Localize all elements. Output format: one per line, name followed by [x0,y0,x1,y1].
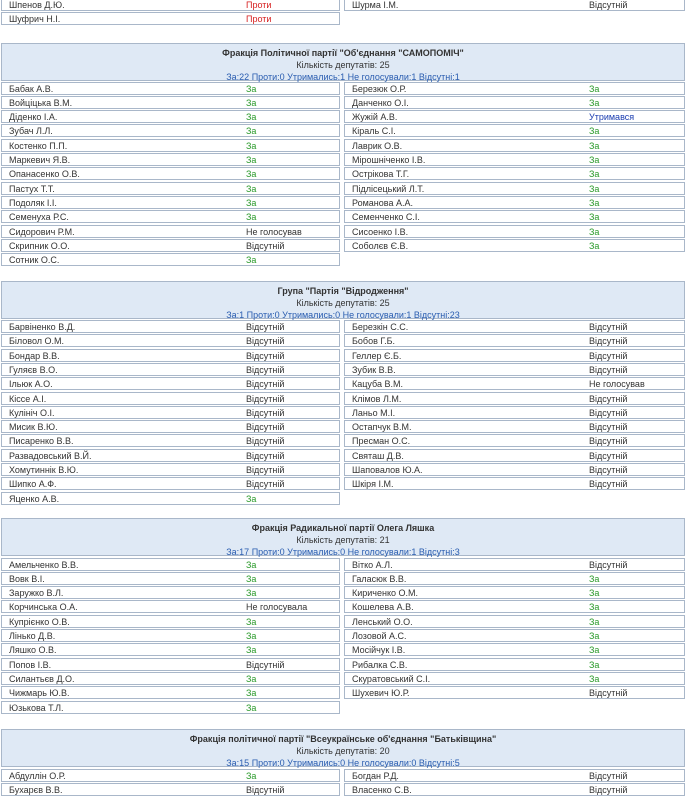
deputy-name: Підлісецький Л.Т. [352,183,425,194]
deputy-name: Костенко П.П. [9,140,68,151]
deputy-name: Корчинська О.А. [9,602,78,613]
deputy-count: Кількість депутатів: 25 [296,60,390,70]
deputy-name: Кіраль С.І. [352,126,396,137]
deputy-name: Скрипник О.О. [9,240,70,251]
faction-header [1,281,685,319]
deputy-name: Кацуба В.М. [352,379,403,390]
deputy-name: Писаренко В.В. [9,436,74,447]
deputy-row [344,196,685,209]
vote-result: Відсутній [246,450,285,461]
vote-result: Відсутній [246,479,285,490]
deputy-name: Шухевич Ю.Р. [352,688,410,699]
deputy-row [1,572,340,585]
deputy-name: Мірошніченко І.В. [352,155,426,165]
deputy-row [344,167,685,180]
deputy-name: Сисоенко І.В. [352,226,409,237]
deputy-name: Развадовський В.Й. [9,450,92,461]
deputy-row [1,672,340,685]
deputy-name: Березкін С.С. [352,322,409,332]
vote-result: Відсутній [246,465,285,475]
deputy-row [344,139,685,152]
deputy-row [344,0,685,11]
deputy-row [1,139,340,152]
deputy-row [344,615,685,628]
deputy-row [344,210,685,223]
vote-result: Проти [246,0,272,10]
vote-result: За [246,673,257,684]
deputy-name: Чижмарь Ю.В. [9,688,70,699]
deputy-row [344,600,685,613]
vote-result: За [246,112,257,123]
faction-header [1,518,685,556]
vote-result: За [246,493,257,504]
deputy-row [1,783,340,796]
vote-result: Відсутній [589,393,628,404]
deputy-name: Зубик В.В. [352,364,396,375]
deputy-row [1,0,340,11]
deputy-name: Зубач Л.Л. [9,126,53,137]
deputy-row [1,392,340,405]
deputy-name: Ільюк А.О. [9,379,53,390]
deputy-name: Попов І.В. [9,659,52,670]
deputy-row [1,225,340,238]
vote-result: За [589,573,600,584]
vote-result: За [589,226,600,237]
vote-result: Проти [246,14,272,25]
vote-result: За [246,559,257,570]
vote-result: Відсутній [589,0,628,10]
deputy-name: Скуратовський С.І. [352,673,431,684]
deputy-row [1,769,340,782]
vote-result: Не голосувала [246,602,308,613]
deputy-row [1,153,340,166]
deputy-row [344,420,685,433]
deputy-row [1,320,340,333]
deputy-row [344,643,685,656]
vote-result: Відсутній [589,770,628,781]
deputy-name: Лозовой А.С. [352,631,407,641]
vote-result: За [589,169,600,180]
deputy-name: Шуфрич Н.І. [9,14,61,25]
deputy-name: Шурма І.М. [352,0,399,10]
vote-result: За [589,197,600,208]
deputy-name: Бондар В.В. [9,350,60,361]
deputy-name: Власенко С.В. [352,784,412,795]
vote-result: Відсутній [589,336,628,347]
vote-result: Не голосував [589,379,645,390]
faction-title: Фракція Політичної партії "Об'єднання "САМОПОМІЧ" [222,48,464,58]
deputy-name: Вовк В.І. [9,573,45,584]
vote-result: Утримався [589,112,635,123]
deputy-row [1,643,340,656]
deputy-row [1,492,340,505]
deputy-row [344,449,685,462]
deputy-row [344,392,685,405]
vote-result: За [589,183,600,194]
deputy-name: Бобов Г.Б. [352,336,396,347]
faction-title: Фракція Радикальної партії Олега Ляшка [251,523,435,533]
deputy-name: Лаврик О.В. [352,140,403,151]
vote-result: За [246,702,257,713]
deputy-row [1,586,340,599]
deputy-row [344,769,685,782]
vote-summary: За:1 Проти:0 Утримались:0 Не голосували:1 Відсутні:23 [226,310,460,320]
deputy-row [1,124,340,137]
vote-result: Відсутній [246,393,285,404]
vote-result: За [246,97,257,108]
deputy-row [344,629,685,642]
deputy-row [1,363,340,376]
deputy-row [344,686,685,699]
deputy-name: Шипко А.Ф. [9,479,57,490]
deputy-row [1,406,340,419]
vote-result: За [589,631,600,641]
deputy-name: Бухарєв В.В. [9,784,63,795]
deputy-row [344,558,685,571]
vote-result: Відсутній [246,436,285,447]
deputy-name: Вітко А.Л. [352,559,393,570]
deputy-row [1,434,340,447]
deputy-row [344,377,685,390]
deputy-name: Остапчук В.М. [352,422,412,433]
deputy-row [1,210,340,223]
deputy-row [1,239,340,252]
deputy-name: Гуляєв В.О. [9,364,58,375]
vote-result: За [589,140,600,151]
deputy-row [1,82,340,95]
vote-result: За [589,673,600,684]
deputy-row [1,167,340,180]
deputy-name: Святаш Д.В. [352,450,404,461]
deputy-row [1,377,340,390]
deputy-name: Сотник О.С. [9,255,60,266]
deputy-name: Рибалка С.В. [352,659,408,670]
deputy-name: Кулініч О.І. [9,407,55,418]
deputy-row [344,672,685,685]
deputy-name: Заружко В.Л. [9,588,64,599]
deputy-row [1,463,340,476]
deputy-row [1,182,340,195]
vote-result: Відсутній [589,407,628,418]
vote-result: Відсутній [246,422,285,433]
vote-result: За [246,573,257,584]
vote-result: Відсутній [246,240,285,251]
vote-result: За [589,240,600,251]
vote-result: За [246,126,257,137]
deputy-name: Біловол О.М. [9,336,65,347]
vote-result: Відсутній [246,407,285,418]
deputy-name: Сидорович Р.М. [9,226,75,237]
deputy-row [344,334,685,347]
deputy-row [344,434,685,447]
vote-result: Відсутній [589,465,628,475]
vote-result: За [589,602,600,613]
deputy-name: Острікова Т.Г. [352,169,410,180]
deputy-name: Силантьєв Д.О. [9,673,75,684]
deputy-name: Галасюк В.В. [352,573,407,584]
faction-title: Фракція політичної партії "Всеукраїнське об'єднання "Батьківщина" [189,734,497,744]
vote-result: За [589,588,600,599]
deputy-name: Данченко О.І. [352,97,409,108]
vote-result: За [246,588,257,599]
deputy-name: Амельченко В.В. [9,559,79,570]
deputy-name: Семенченко С.І. [352,212,420,223]
deputy-name: Діденко І.А. [9,112,58,123]
deputy-row [344,586,685,599]
deputy-row [344,96,685,109]
deputy-name: Войціцька В.М. [9,97,73,108]
deputy-name: Шкіря І.М. [352,479,394,490]
deputy-row [1,615,340,628]
vote-result: За [246,83,257,94]
deputy-name: Кириченко О.М. [352,588,419,599]
deputy-name: Пастух Т.Т. [9,183,55,194]
deputy-row [1,12,340,25]
vote-summary: За:17 Проти:0 Утримались:0 Не голосували:1 Відсутні:3 [226,547,460,557]
deputy-row [344,82,685,95]
deputy-name: Кошелева А.В. [352,602,414,613]
deputy-row [344,349,685,362]
deputy-row [344,572,685,585]
vote-summary: За:15 Проти:0 Утримались:0 Не голосували:0 Відсутні:5 [226,758,460,768]
deputy-row [1,420,340,433]
vote-result: За [246,631,257,641]
vote-result: Відсутній [589,559,628,570]
deputy-row [344,783,685,796]
vote-result: За [246,770,257,781]
vote-result: За [246,688,257,699]
deputy-name: Лінько Д.В. [9,631,56,641]
vote-result: Відсутній [589,350,628,361]
deputy-row [344,153,685,166]
faction-title: Група "Партія "Відродження" [277,286,409,296]
deputy-row [344,406,685,419]
deputy-row [1,334,340,347]
deputy-row [1,449,340,462]
deputy-name: Бабак А.В. [9,83,54,94]
vote-result: Відсутній [589,450,628,461]
deputy-row [1,253,340,266]
deputy-name: Геллер Є.Б. [352,350,402,361]
deputy-row [1,96,340,109]
vote-result: За [589,659,600,670]
deputy-row [344,477,685,490]
vote-result: Відсутній [246,364,285,375]
deputy-row [1,686,340,699]
deputy-name: Ляшко О.В. [9,645,57,656]
deputy-count: Кількість депутатів: 20 [296,746,390,756]
deputy-name: Ланьо М.І. [352,407,396,418]
deputy-row [1,558,340,571]
vote-result: За [246,197,257,208]
deputy-row [1,658,340,671]
vote-result: Відсутній [589,364,628,375]
deputy-name: Романова А.А. [352,197,413,208]
deputy-name: Соболєв Є.В. [352,240,409,251]
vote-result: За [589,645,600,656]
deputy-name: Яценко А.В. [9,493,60,504]
deputy-row [1,196,340,209]
deputy-name: Шаповалов Ю.А. [352,465,423,475]
vote-result: Відсутній [589,436,628,447]
deputy-row [344,124,685,137]
vote-result: За [246,155,257,165]
vote-result: Відсутній [246,336,285,347]
deputy-row [344,658,685,671]
deputy-name: Хомутиннік В.Ю. [9,465,79,475]
deputy-row [344,320,685,333]
vote-result: За [589,83,600,94]
vote-result: За [589,155,600,165]
deputy-name: Семенуха Р.С. [9,212,69,223]
vote-result: За [589,212,600,223]
vote-result: За [589,97,600,108]
vote-result: Відсутній [589,784,628,795]
deputy-name: Кіссе А.І. [9,393,47,404]
deputy-name: Опанасенко О.В. [9,169,80,180]
deputy-name: Барвіненко В.Д. [9,322,76,332]
deputy-row [1,110,340,123]
deputy-name: Маркевич Я.В. [9,155,71,165]
deputy-row [344,110,685,123]
vote-result: Відсутній [246,379,285,390]
faction-header [1,43,685,81]
deputy-name: Березюк О.Р. [352,83,407,94]
deputy-row [344,463,685,476]
deputy-row [1,629,340,642]
vote-result: Відсутній [589,479,628,490]
deputy-name: Мосійчук І.В. [352,645,406,656]
deputy-name: Жужій А.В. [352,112,398,123]
vote-result: Не голосував [246,226,302,237]
deputy-row [344,239,685,252]
deputy-row [1,600,340,613]
deputy-count: Кількість депутатів: 21 [296,535,390,545]
vote-result: За [246,255,257,266]
deputy-row [1,701,340,714]
vote-summary: За:22 Проти:0 Утримались:1 Не голосували:1 Відсутні:1 [226,72,460,82]
vote-result: Відсутній [589,422,628,433]
deputy-name: Богдан Р.Д. [352,770,399,781]
vote-result: Відсутній [246,784,285,795]
deputy-name: Подоляк І.І. [9,197,57,208]
deputy-name: Ленський О.О. [352,616,413,627]
vote-result: Відсутній [589,322,628,332]
vote-result: Відсутній [246,350,285,361]
vote-result: За [589,616,600,627]
deputy-name: Мисик В.Ю. [9,422,58,433]
vote-result: Відсутній [246,322,285,332]
faction-header [1,729,685,767]
vote-result: За [589,126,600,137]
vote-result: Відсутній [246,659,285,670]
deputy-row [344,225,685,238]
deputy-row [1,349,340,362]
deputy-name: Абдуллін О.Р. [9,770,66,781]
deputy-count: Кількість депутатів: 25 [296,298,390,308]
deputy-row [344,363,685,376]
vote-result: За [246,169,257,180]
vote-result: За [246,183,257,194]
vote-result: Відсутній [589,688,628,699]
vote-result: За [246,212,257,223]
deputy-name: Клімов Л.М. [352,393,402,404]
vote-result: За [246,645,257,656]
deputy-name: Шпенов Д.Ю. [9,0,65,10]
deputy-name: Юзькова Т.Л. [9,702,64,713]
deputy-name: Пресман О.С. [352,436,411,447]
vote-result: За [246,616,257,627]
vote-result: За [246,140,257,151]
deputy-name: Купрієнко О.В. [9,616,70,627]
deputy-row [1,477,340,490]
deputy-row [344,182,685,195]
